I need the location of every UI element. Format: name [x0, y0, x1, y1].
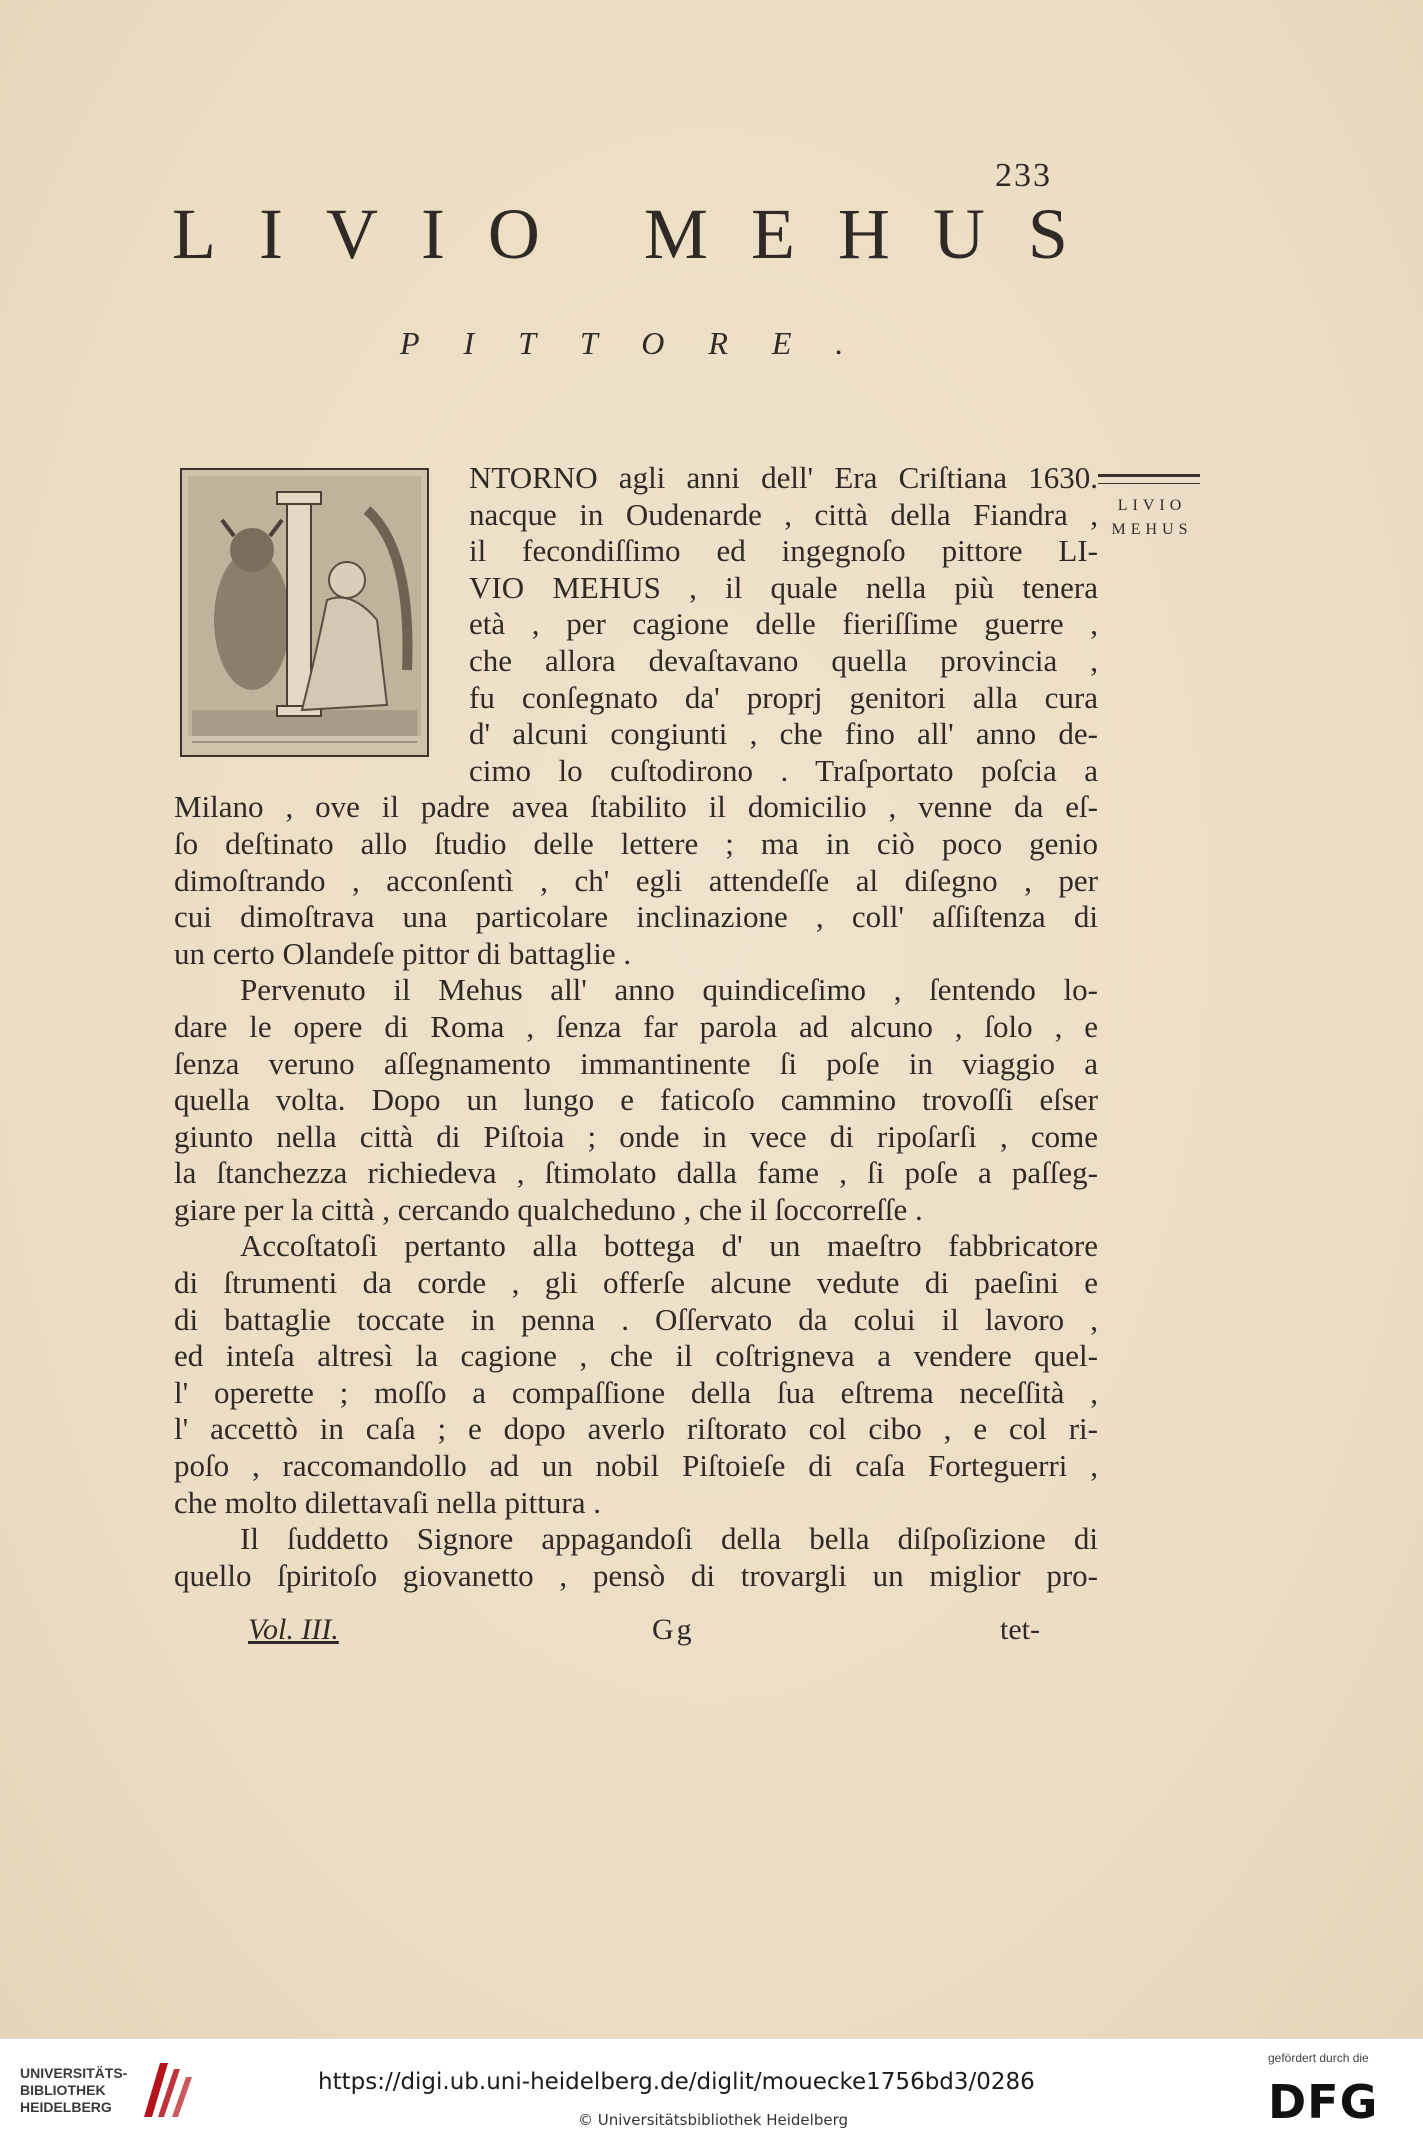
text-line: giare per la città , cercando qualcheduno , che il ſoccorreſſe .: [174, 1191, 923, 1227]
text-line: d' alcuni congiunti , che fino all' anno de-: [469, 716, 1098, 752]
text-line: fu conſegnato da' proprj genitori alla cura: [469, 679, 1098, 715]
text-line: Accoſtatoſi pertanto alla bottega d' un maeſtro fabbricatore: [240, 1228, 1098, 1264]
page-url-link[interactable]: https://digi.ub.uni-heidelberg.de/diglit/mouecke1756bd3/0286: [318, 2069, 1035, 2095]
text-line: cimo lo cuſtodirono . Traſportato poſcia a: [469, 752, 1098, 788]
library-name-line: HEIDELBERG: [20, 2099, 112, 2115]
text-line: di battaglie toccate in penna . Oſſervato da colui il lavoro ,: [174, 1301, 1098, 1337]
library-name: [20, 2065, 127, 2116]
text-line: età , per cagione delle fieriſſime guerre ,: [469, 606, 1098, 642]
text-line: Il ſuddetto Signore appagandoſi della bella diſpoſizione di: [240, 1521, 1098, 1557]
body-text: [174, 460, 1098, 1594]
text-line: ſenza veruno aſſegnamento immantinente ſi poſe in viaggio a: [174, 1045, 1098, 1081]
margin-note-line: LIVIO: [1117, 497, 1187, 514]
dfg-logo: DFG: [1268, 2075, 1379, 2129]
copyright-notice: © Universitätsbibliothek Heidelberg: [578, 2111, 849, 2129]
text-line: ſo deſtinato allo ſtudio delle lettere ; ma in ciò poco genio: [174, 825, 1098, 861]
text-line: Milano , ove il padre avea ſtabilito il domicilio , venne da eſ-: [174, 789, 1098, 825]
text-line: nacque in Oudenarde , città della Fiandra ,: [469, 496, 1098, 532]
text-line: quella volta. Dopo un lungo e faticoſo cammino trovoſſi eſser: [174, 1082, 1098, 1118]
text-line: che molto dilettavaſi nella pittura .: [174, 1484, 601, 1520]
library-name-line: BIBLIOTHEK: [20, 2082, 106, 2098]
volume-marker: Vol. III.: [248, 1613, 339, 1646]
library-logo-icon: [140, 2059, 198, 2125]
text-line: giunto nella città di Piſtoia ; onde in vece di ripoſarſi , come: [174, 1118, 1098, 1154]
margin-note-line: MEHUS: [1111, 521, 1193, 538]
text-line: un certo Olandeſe pittor di battaglie .: [174, 935, 632, 971]
text-line: Pervenuto il Mehus all' anno quindiceſimo , ſentendo lo-: [240, 972, 1098, 1008]
text-line: che allora devaſtavano quella provincia ,: [469, 642, 1098, 678]
text-line: la ſtanchezza richiedeva , ſtimolato dalla fame , ſi poſe a paſſeg-: [174, 1155, 1098, 1191]
text-line: poſo , raccomandollo ad un nobil Piſtoieſe di caſa Forteguerri ,: [174, 1448, 1098, 1484]
text-line: l' accettò in caſa ; e dopo averlo riſtorato col cibo , e col ri-: [174, 1411, 1098, 1447]
catchword: tet-: [1000, 1613, 1040, 1646]
page-subtitle: PITTORE.: [400, 325, 888, 361]
funding-caption: gefördert durch die: [1268, 2051, 1369, 2065]
text-line: ed inteſa altresì la cagione , che il coſtrigneva a vendere quel-: [174, 1338, 1098, 1374]
text-line: quello ſpiritoſo giovanetto , pensò di trovargli un miglior pro-: [174, 1557, 1098, 1593]
signature-mark: Gg: [652, 1613, 695, 1646]
page-title: LIVIO MEHUS: [172, 194, 1111, 274]
text-line: dimoſtrando , acconſentì , ch' egli attendeſſe al diſegno , per: [174, 862, 1098, 898]
library-banner: [0, 2038, 1423, 2138]
text-line: dare le opere di Roma , ſenza far parola ad alcuno , ſolo , e: [174, 1008, 1098, 1044]
text-line: VIO MEHUS , il quale nella più tenera: [469, 569, 1098, 605]
margin-rule: [1098, 474, 1200, 484]
library-name-line: UNIVERSITÄTS-: [20, 2065, 128, 2081]
page-number: 233: [995, 157, 1052, 194]
margin-note: [1098, 494, 1206, 542]
text-line: l' operette ; moſſo a compaſſione della ſua eſtrema neceſſità ,: [174, 1374, 1098, 1410]
text-line: di ſtrumenti da corde , gli offerſe alcune vedute di paeſini e: [174, 1265, 1098, 1301]
text-line: cui dimoſtrava una particolare inclinazione , coll' aſſiſtenza di: [174, 899, 1098, 935]
text-line: il fecondiſſimo ed ingegnoſo pittore LI-: [469, 533, 1098, 569]
text-line: NTORNO agli anni dell' Era Criſtiana 1630.: [469, 460, 1098, 495]
